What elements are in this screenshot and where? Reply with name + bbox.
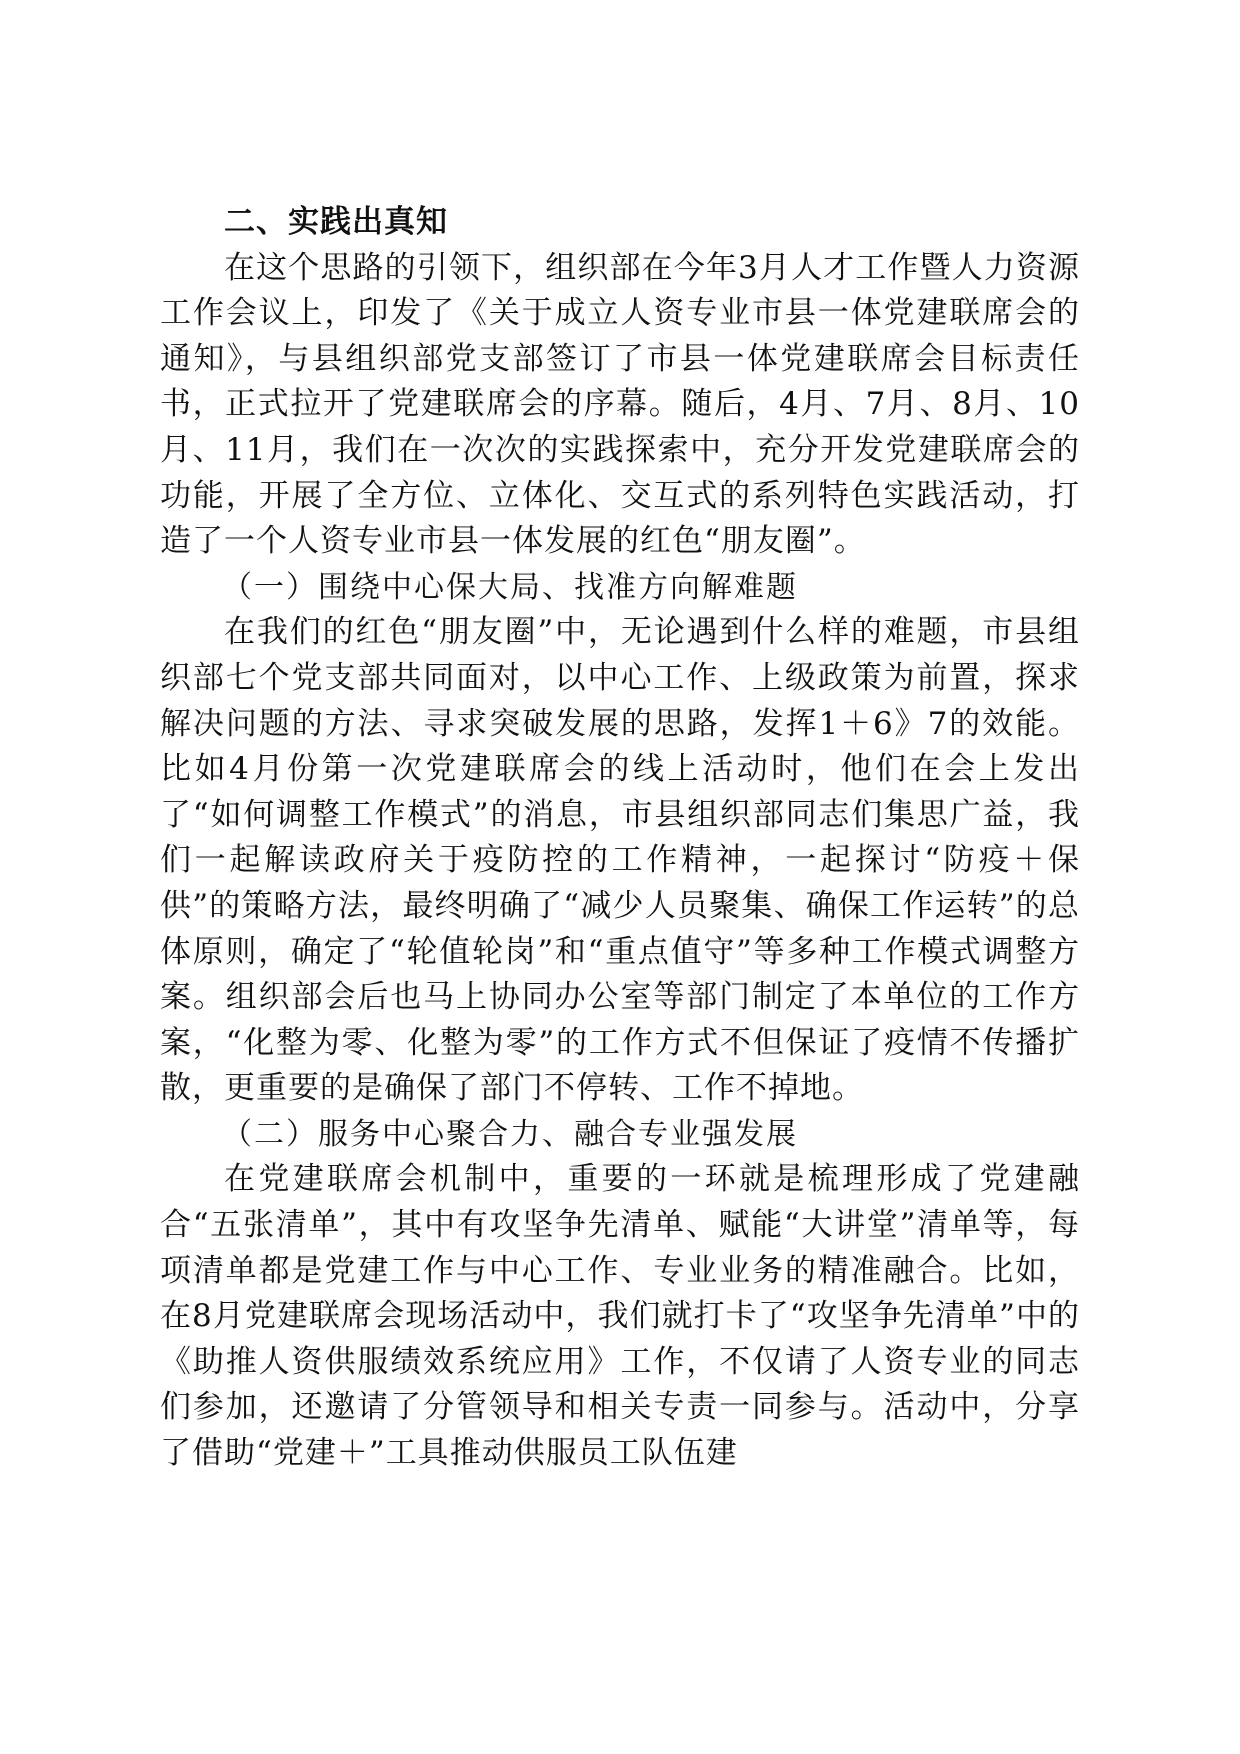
document-body xyxy=(160,200,1080,1477)
subsection-1-paragraph: 在我们的红色“朋友圈”中，无论遇到什么样的难题，市县组织部七个党支部共同面对，以中心工作、上级政策为前置，探求解决问题的方法、寻求突破发展的思路，发挥1＋6》7的效能。比如4月份第一次党建联席会的线上活动时，他们在会上发出了“如何调整工作模式”的消息，市县组织部同志们集思广益，我们一起解读政府关于疫防控的工作精神，一起探讨“防疫＋保供”的策略方法，最终明确了“减少人员聚集、确保工作运转”的总体原则，确定了“轮值轮岗”和“重点值守”等多种工作模式调整方案。组织部会后也马上协同办公室等部门制定了本单位的工作方案，“化整为零、化整为零”的工作方式不但保证了疫情不传播扩散，更重要的是确保了部门不停转、工作不掉地。 xyxy=(160,614,1080,1107)
intro-paragraph: 在这个思路的引领下，组织部在今年3月人才工作暨人力资源工作会议上，印发了《关于成立人资专业市县一体党建联席会的通知》，与县组织部党支部签订了市县一体党建联席会目标责任书，正式拉开了党建联席会的序幕。随后，4月、7月、8月、10月、11月，我们在一次次的实践探索中，充分开发党建联席会的功能，开展了全方位、立体化、交互式的系列特色实践活动，打造了一个人资专业市县一体发展的红色“朋友圈”。 xyxy=(160,249,1080,560)
subsection-heading-2: （二）服务中心聚合力、融合专业强发展 xyxy=(222,1116,798,1152)
subsection-2-paragraph: 在党建联席会机制中，重要的一环就是梳理形成了党建融合“五张清单”，其中有攻坚争先清单、赋能“大讲堂”清单等，每项清单都是党建工作与中心工作、专业业务的精准融合。比如，在8月党建联席会现场活动中，我们就打卡了“攻坚争先清单”中的《助推人资供服绩效系统应用》工作，不仅请了人资专业的同志们参加，还邀请了分管领导和相关专责一同参与。活动中，分享了借助“党建＋”工具推动供服员工队伍建 xyxy=(160,1161,1080,1472)
subsection-heading-1: （一）围绕中心保大局、找准方向解难题 xyxy=(222,569,798,605)
section-heading: 二、实践出真知 xyxy=(224,204,448,240)
